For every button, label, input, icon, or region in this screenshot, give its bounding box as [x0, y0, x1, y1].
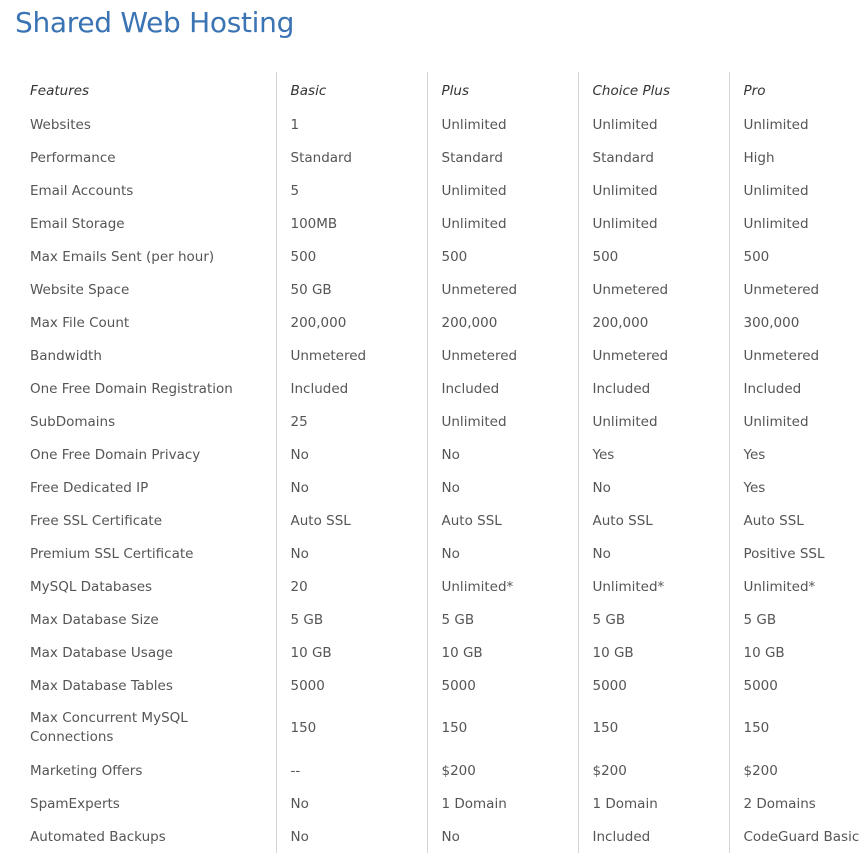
feature-label: Max File Count: [30, 314, 130, 331]
cell-pro: Unlimited: [729, 108, 868, 141]
cell-plus: 10 GB: [427, 636, 578, 669]
cell-plus: No: [427, 438, 578, 471]
cell-pro: Yes: [729, 471, 868, 504]
table-row: [0, 787, 868, 820]
table-header-row: [0, 72, 868, 108]
cell-pro: Positive SSL: [729, 537, 868, 570]
cell-choice-plus: Included: [578, 820, 729, 853]
feature-label: SubDomains: [30, 413, 116, 430]
feature-label: Marketing Offers: [30, 762, 143, 779]
feature-label: SpamExperts: [30, 795, 120, 812]
cell-choice-plus: Unlimited: [578, 207, 729, 240]
table-row: [0, 240, 868, 273]
feature-label: Max Database Size: [30, 611, 159, 628]
cell-plus: 200,000: [427, 306, 578, 339]
cell-basic: No: [276, 471, 427, 504]
cell-plus: Auto SSL: [427, 504, 578, 537]
cell-choice-plus: Unlimited*: [578, 570, 729, 603]
table-row: [0, 108, 868, 141]
cell-plus: 5000: [427, 669, 578, 702]
cell-basic: 200,000: [276, 306, 427, 339]
cell-basic: 25: [276, 405, 427, 438]
cell-choice-plus: Unmetered: [578, 273, 729, 306]
cell-choice-plus: Unmetered: [578, 339, 729, 372]
cell-plus: No: [427, 820, 578, 853]
hosting-comparison-table: [0, 72, 868, 853]
feature-label: Max Concurrent MySQL Connections: [30, 710, 188, 745]
table-row: [0, 372, 868, 405]
cell-plus: Unmetered: [427, 339, 578, 372]
cell-basic: --: [276, 754, 427, 787]
cell-plus: 500: [427, 240, 578, 273]
table-row: [0, 537, 868, 570]
page-title: Shared Web Hosting: [15, 6, 295, 39]
cell-choice-plus: 1 Domain: [578, 787, 729, 820]
table-row: [0, 669, 868, 702]
feature-label: Bandwidth: [30, 347, 102, 364]
feature-label: One Free Domain Registration: [30, 380, 233, 397]
cell-pro: CodeGuard Basic: [729, 820, 868, 853]
cell-choice-plus: 5 GB: [578, 603, 729, 636]
cell-basic: 100MB: [276, 207, 427, 240]
cell-pro: 300,000: [729, 306, 868, 339]
cell-basic: Included: [276, 372, 427, 405]
cell-plus: 150: [427, 702, 578, 754]
table-row: [0, 141, 868, 174]
cell-choice-plus: Standard: [578, 141, 729, 174]
cell-pro: 5 GB: [729, 603, 868, 636]
feature-label: Automated Backups: [30, 828, 166, 845]
cell-choice-plus: $200: [578, 754, 729, 787]
cell-basic: No: [276, 438, 427, 471]
feature-label: Free Dedicated IP: [30, 479, 149, 496]
cell-pro: Unlimited: [729, 174, 868, 207]
cell-pro: 150: [729, 702, 868, 754]
cell-basic: Auto SSL: [276, 504, 427, 537]
cell-plus: 1 Domain: [427, 787, 578, 820]
feature-label: Free SSL Certificate: [30, 512, 163, 529]
table-row: [0, 273, 868, 306]
cell-basic: No: [276, 537, 427, 570]
table-row: [0, 636, 868, 669]
cell-pro: Unlimited*: [729, 570, 868, 603]
feature-label: Max Database Usage: [30, 644, 173, 661]
cell-choice-plus: Unlimited: [578, 405, 729, 438]
table-body: [0, 108, 868, 853]
cell-pro: 5000: [729, 669, 868, 702]
cell-plus: Standard: [427, 141, 578, 174]
cell-basic: 150: [276, 702, 427, 754]
cell-plus: $200: [427, 754, 578, 787]
table-row: [0, 405, 868, 438]
table-row: [0, 702, 868, 754]
cell-basic: 5000: [276, 669, 427, 702]
cell-basic: 10 GB: [276, 636, 427, 669]
table-row: [0, 438, 868, 471]
feature-label: Max Database Tables: [30, 677, 173, 694]
cell-pro: 10 GB: [729, 636, 868, 669]
feature-label: Website Space: [30, 281, 130, 298]
cell-pro: Unmetered: [729, 339, 868, 372]
table-row: [0, 570, 868, 603]
table-row: [0, 603, 868, 636]
cell-basic: No: [276, 820, 427, 853]
cell-pro: Yes: [729, 438, 868, 471]
cell-plus: No: [427, 471, 578, 504]
cell-pro: 2 Domains: [729, 787, 868, 820]
table-row: [0, 207, 868, 240]
cell-pro: Included: [729, 372, 868, 405]
feature-label: Performance: [30, 149, 116, 166]
feature-label: Email Storage: [30, 215, 125, 232]
cell-plus: Unlimited: [427, 207, 578, 240]
cell-pro: Unlimited: [729, 207, 868, 240]
cell-choice-plus: 150: [578, 702, 729, 754]
feature-label: Max Emails Sent (per hour): [30, 248, 215, 265]
cell-pro: High: [729, 141, 868, 174]
cell-choice-plus: Yes: [578, 438, 729, 471]
table-row: [0, 504, 868, 537]
cell-plus: Unlimited: [427, 174, 578, 207]
cell-choice-plus: No: [578, 471, 729, 504]
cell-choice-plus: 200,000: [578, 306, 729, 339]
cell-pro: Unmetered: [729, 273, 868, 306]
header-basic: Basic: [276, 72, 427, 108]
cell-basic: 20: [276, 570, 427, 603]
cell-plus: 5 GB: [427, 603, 578, 636]
cell-pro: Unlimited: [729, 405, 868, 438]
cell-basic: 5 GB: [276, 603, 427, 636]
cell-choice-plus: 5000: [578, 669, 729, 702]
cell-plus: Unlimited: [427, 108, 578, 141]
cell-basic: Standard: [276, 141, 427, 174]
table-row: [0, 306, 868, 339]
cell-plus: Unlimited*: [427, 570, 578, 603]
cell-choice-plus: 500: [578, 240, 729, 273]
cell-choice-plus: Unlimited: [578, 174, 729, 207]
cell-choice-plus: Unlimited: [578, 108, 729, 141]
cell-plus: Unmetered: [427, 273, 578, 306]
header-choice-plus: Choice Plus: [578, 72, 729, 108]
header-features: Features: [30, 83, 90, 99]
table-row: [0, 820, 868, 853]
feature-label: Email Accounts: [30, 182, 134, 199]
cell-pro: $200: [729, 754, 868, 787]
cell-pro: 500: [729, 240, 868, 273]
table-row: [0, 339, 868, 372]
feature-label: Websites: [30, 116, 91, 133]
table-row: [0, 754, 868, 787]
cell-plus: Included: [427, 372, 578, 405]
cell-basic: No: [276, 787, 427, 820]
cell-choice-plus: Auto SSL: [578, 504, 729, 537]
cell-choice-plus: No: [578, 537, 729, 570]
cell-basic: 1: [276, 108, 427, 141]
table-row: [0, 471, 868, 504]
cell-plus: Unlimited: [427, 405, 578, 438]
cell-basic: 500: [276, 240, 427, 273]
feature-label: Premium SSL Certificate: [30, 545, 194, 562]
feature-label: One Free Domain Privacy: [30, 446, 201, 463]
header-plus: Plus: [427, 72, 578, 108]
header-pro: Pro: [729, 72, 868, 108]
cell-basic: Unmetered: [276, 339, 427, 372]
cell-basic: 5: [276, 174, 427, 207]
cell-basic: 50 GB: [276, 273, 427, 306]
cell-pro: Auto SSL: [729, 504, 868, 537]
cell-choice-plus: 10 GB: [578, 636, 729, 669]
cell-choice-plus: Included: [578, 372, 729, 405]
table-row: [0, 174, 868, 207]
cell-plus: No: [427, 537, 578, 570]
feature-label: MySQL Databases: [30, 578, 153, 595]
